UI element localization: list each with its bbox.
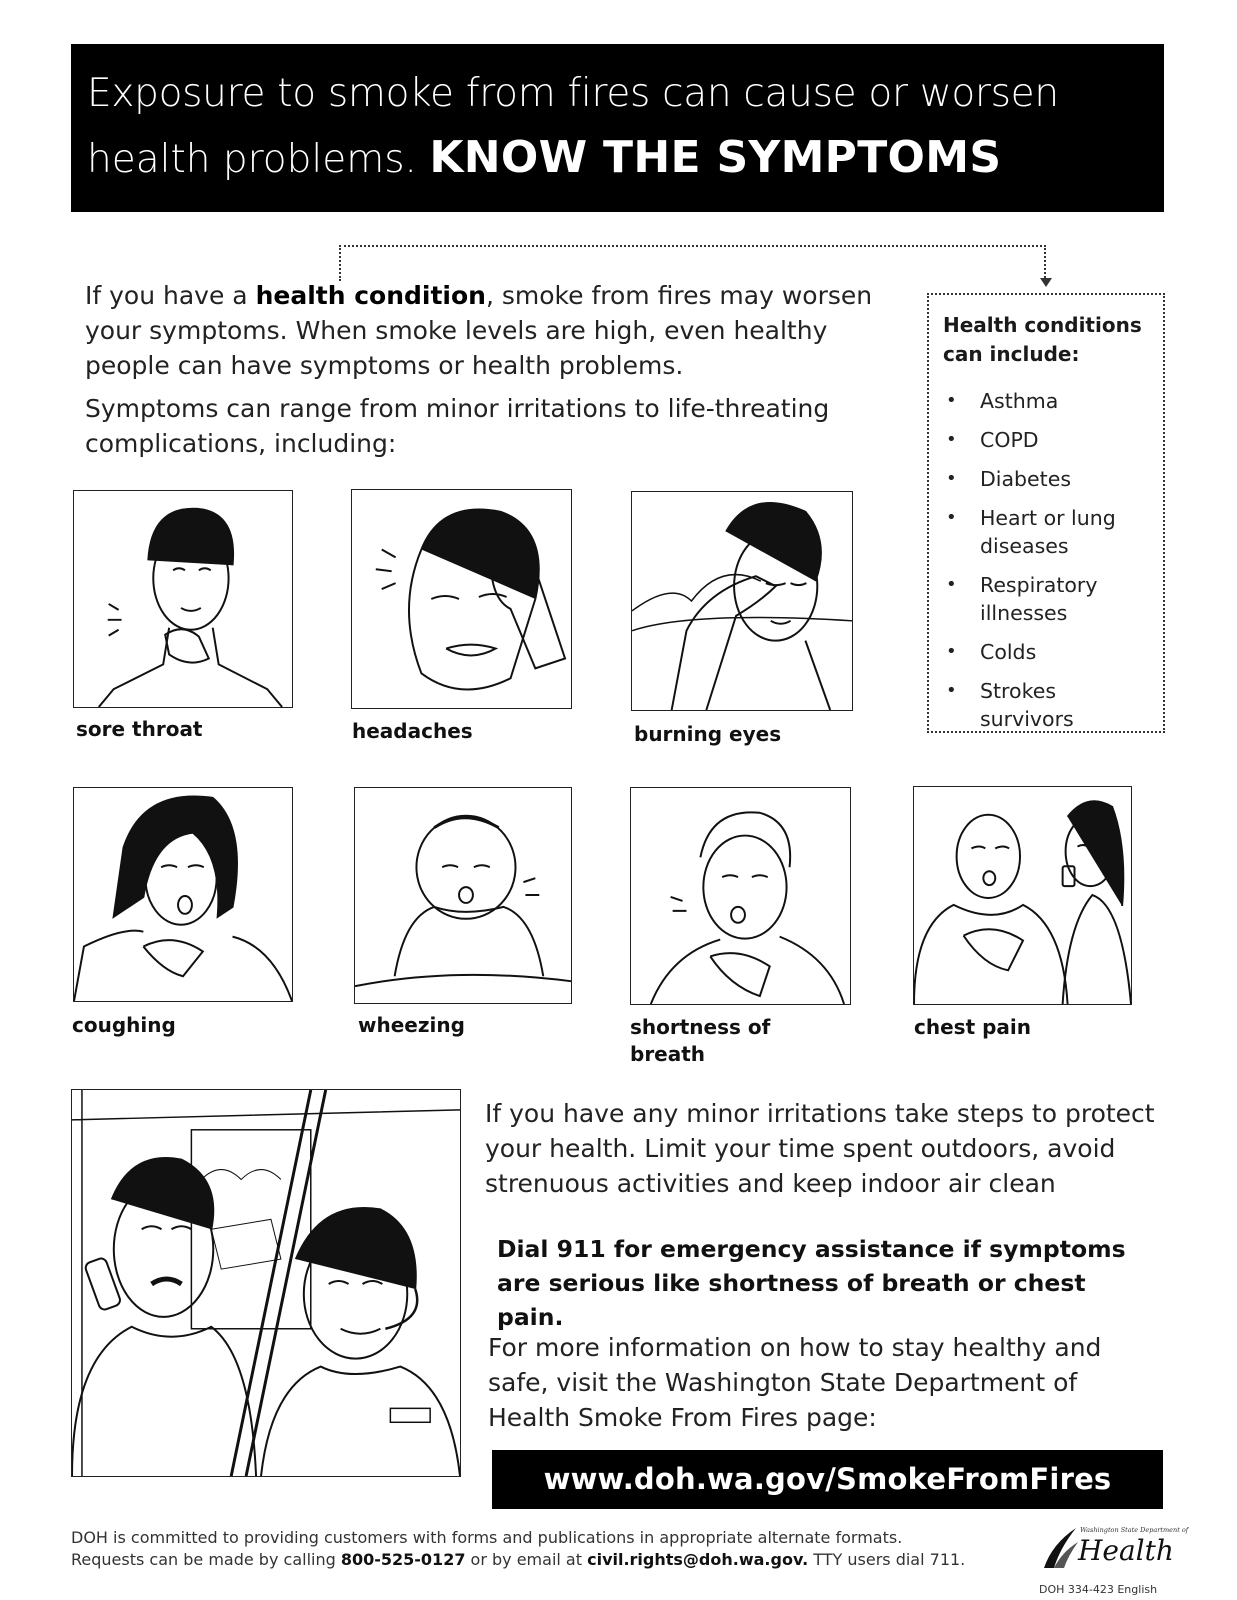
footer-notice (71, 1527, 1011, 1571)
title-banner (71, 44, 1164, 212)
footer-text-b: or by email at (470, 1550, 582, 1569)
doh-logo-mark-icon (1038, 1524, 1082, 1570)
sore-throat-drawing (74, 491, 292, 707)
list-item: • COPD (943, 426, 1149, 454)
intro-text-a: If you have a (85, 281, 248, 310)
list-item: • Diabetes (943, 465, 1149, 493)
email-link[interactable]: civil.rights@doh.wa.gov. (587, 1550, 809, 1569)
emergency-call-illustration (71, 1089, 461, 1477)
conditions-title: Health conditions can include: (943, 313, 1142, 366)
list-item: • Asthma (943, 387, 1149, 415)
health-conditions-box (927, 293, 1165, 733)
caption-sore-throat: sore throat (76, 717, 203, 741)
footer-line-2 (71, 1549, 1011, 1571)
health-condition-emphasis: health condition (255, 281, 486, 310)
logo-health-text: Health (1078, 1534, 1174, 1567)
banner-headline: KNOW THE SYMPTOMS (429, 132, 1002, 183)
more-info-text: For more information on how to stay healthy and safe, visit the Washington State Department of Health Smoke From Fires page: (488, 1333, 1102, 1432)
chest-pain-drawing (914, 787, 1131, 1004)
list-item: • Respiratory illnesses (943, 571, 1149, 627)
intro-text (85, 278, 875, 461)
banner-line-2 (87, 126, 1148, 192)
conditions-list (943, 387, 1149, 733)
intro-paragraph-2: Symptoms can range from minor irritations to life-threating complications, including: (85, 394, 830, 458)
footer-text-a: Requests can be made by calling (71, 1550, 336, 1569)
sore-throat-illustration (73, 490, 293, 708)
caption-chest-pain: chest pain (914, 1015, 1031, 1039)
wheezing-illustration (354, 787, 572, 1004)
website-link[interactable]: www.doh.wa.gov/SmokeFromFires (492, 1450, 1163, 1509)
coughing-drawing (74, 788, 292, 1001)
chest-pain-illustration (913, 786, 1132, 1005)
minor-irritations-text: If you have any minor irritations take steps to protect your health. Limit your time spent outdoors, avoid strenuous activities and keep indoor air clean (485, 1099, 1155, 1198)
document-id: DOH 334-423 English (1039, 1583, 1158, 1596)
list-item: • Colds (943, 638, 1149, 666)
list-item: • Heart or lung diseases (943, 504, 1149, 560)
arrow-down-icon (1040, 278, 1052, 287)
caption-wheezing: wheezing (358, 1013, 465, 1037)
caption-headaches: headaches (352, 719, 473, 743)
footer-text-c: TTY users dial 711. (813, 1550, 966, 1569)
phone-number[interactable]: 800-525-0127 (340, 1550, 466, 1569)
emergency-instruction: Dial 911 for emergency assistance if symptoms are serious like shortness of breath or chest pain. (497, 1235, 1126, 1331)
dotted-connector (339, 245, 1046, 281)
caption-burning-eyes: burning eyes (634, 722, 782, 746)
shortness-of-breath-illustration (630, 787, 851, 1005)
emergency-call-drawing (72, 1090, 460, 1476)
banner-line-1: Exposure to smoke from fires can cause or worsen (87, 71, 1059, 116)
wheezing-drawing (355, 788, 571, 1003)
coughing-illustration (73, 787, 293, 1002)
list-item: • Strokes survivors (943, 677, 1149, 733)
headaches-drawing (352, 490, 571, 708)
logo-department-text: Washington State Department of (1080, 1526, 1189, 1534)
burning-eyes-illustration (631, 491, 853, 711)
caption-coughing: coughing (72, 1013, 176, 1037)
burning-eyes-drawing (632, 492, 852, 710)
intro-paragraph-1 (85, 278, 875, 383)
shortness-of-breath-drawing (631, 788, 850, 1004)
intro-text-b: , smoke from fires may worsen your symptoms. When smoke levels are high, even healthy people can have symptoms or health problems. (85, 281, 873, 380)
caption-shortness-of-breath: shortness of breath (630, 1015, 771, 1066)
banner-regular-text: health problems. (87, 137, 417, 182)
footer-line-1: DOH is committed to providing customers with forms and publications in appropriate alternate formats. (71, 1528, 903, 1547)
headaches-illustration (351, 489, 572, 709)
